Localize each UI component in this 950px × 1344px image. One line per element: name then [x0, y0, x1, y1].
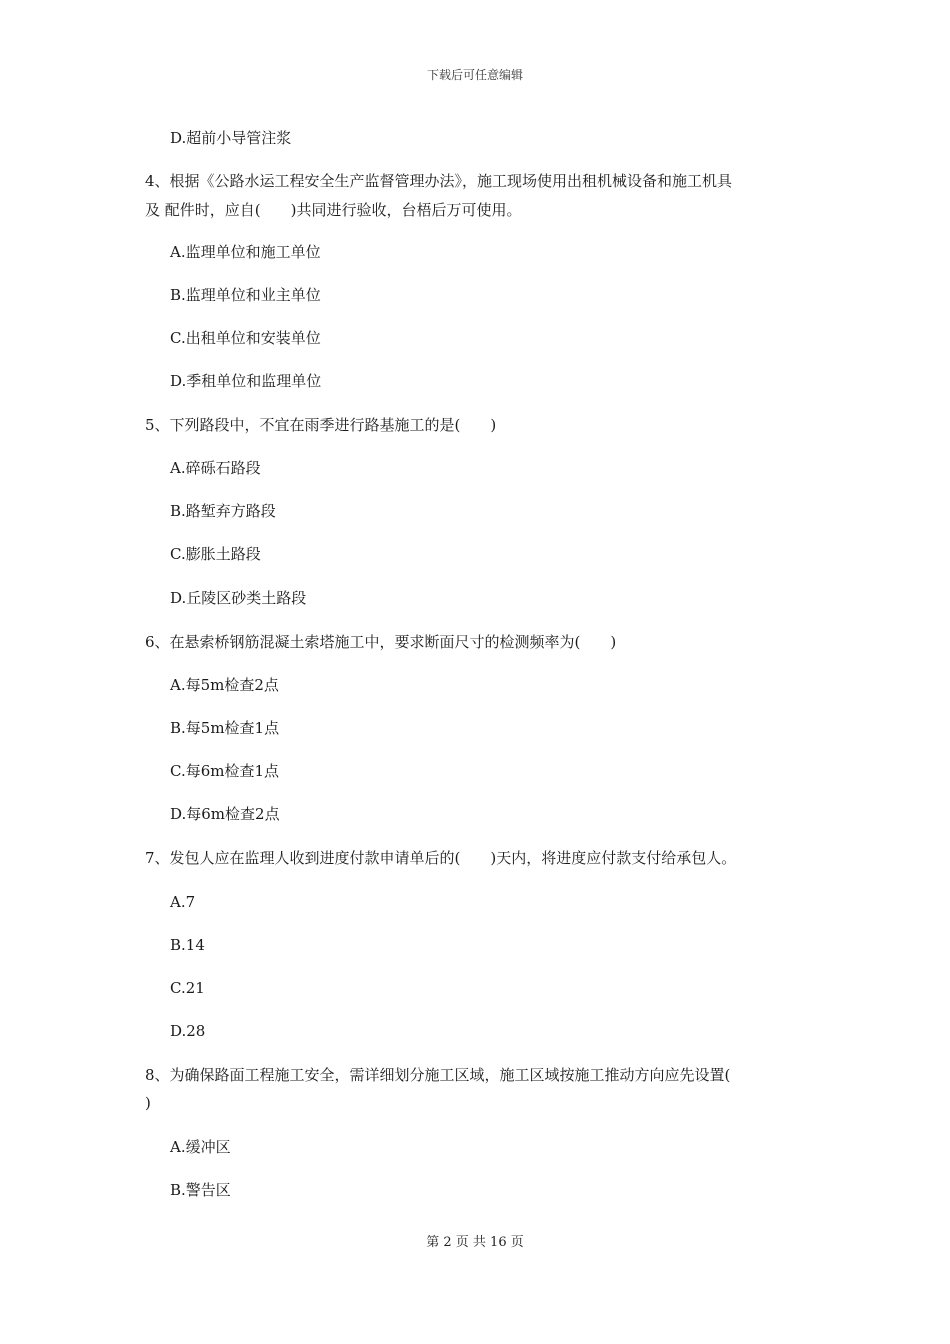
option-8a: A.缓冲区 [170, 1138, 231, 1156]
option-5d: D.丘陵区砂类土路段 [170, 589, 307, 607]
option-5a: A.碎砾石路段 [170, 459, 261, 477]
question-4-cont: 及 配件时，应自( )共同进行验收，台梧后万可使用。 [145, 201, 522, 219]
page-footer: 第 2 页 共 16 页 [426, 1235, 524, 1250]
option-4b: B.监理单位和业主单位 [170, 286, 321, 304]
option-3d: D.超前小导管注浆 [170, 129, 292, 147]
question-4: 4、根据《公路水运工程安全生产监督管理办法》，施工现场使用出租机械设备和施工机具 [145, 172, 733, 190]
option-6b: B.每5m检查1点 [170, 719, 280, 737]
option-8b: B.警告区 [170, 1181, 231, 1199]
option-4c: C.出租单位和安装单位 [170, 329, 321, 347]
option-5b: B.路堑弃方路段 [170, 502, 276, 520]
question-8: 8、为确保路面工程施工安全，需详细划分施工区域，施工区域按施工推动方向应先设置( [145, 1066, 731, 1084]
question-7: 7、发包人应在监理人收到进度付款申请单后的( )天内，将进度应付款支付给承包人。 [145, 849, 737, 867]
option-5c: C.膨胀土路段 [170, 545, 261, 563]
option-7c: C.21 [170, 979, 205, 997]
option-7a: A.7 [170, 893, 196, 911]
option-6c: C.每6m检查1点 [170, 762, 280, 780]
option-7d: D.28 [170, 1022, 206, 1040]
option-4a: A.监理单位和施工单位 [170, 243, 321, 261]
question-8-cont: ) [145, 1094, 151, 1112]
page-header: 下载后可任意编辑 [426, 68, 523, 82]
option-7b: B.14 [170, 936, 205, 954]
question-6: 6、在悬索桥钢筋混凝土索塔施工中，要求断面尺寸的检测频率为( ) [145, 633, 617, 651]
question-5: 5、下列路段中，不宜在雨季进行路基施工的是( ) [145, 416, 497, 434]
option-4d: D.季租单位和监理单位 [170, 372, 322, 390]
option-6a: A.每5m检查2点 [170, 676, 279, 694]
option-6d: D.每6m检查2点 [170, 805, 280, 823]
